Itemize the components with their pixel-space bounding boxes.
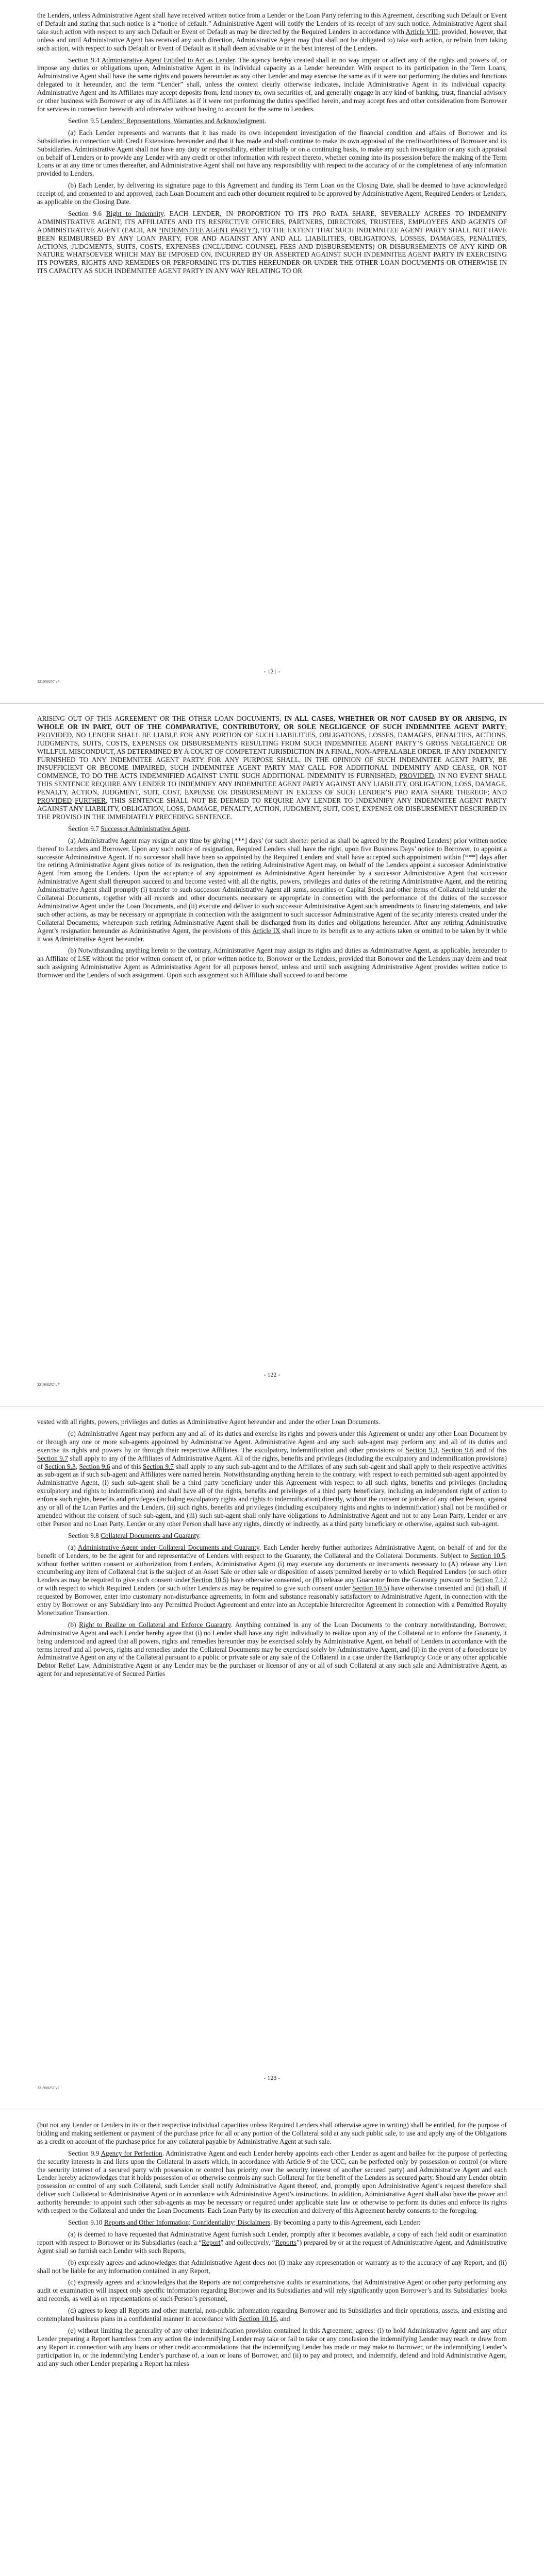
underlined-term: Successor Administrative Agent <box>101 824 189 833</box>
page-body <box>37 1418 507 1678</box>
text-run: ”) prepared by or at the request of Administrative Agent, and Administrative Agent shall so furnish each Lender with such Reports, <box>37 2238 507 2255</box>
underlined-term: Collateral Documents and Guaranty <box>101 1531 199 1539</box>
text-run: Section 9.7 <box>68 824 101 833</box>
text-run: Section 9.9 <box>68 2149 101 2157</box>
page-124 <box>0 2110 544 2576</box>
paragraph <box>37 210 507 275</box>
page-body <box>37 11 507 275</box>
text-run: . The agency hereby created shall in no way impair or affect any of the rights and powers of, or impose any duties or obligations upon, Administrative Agent in its individual capacity as a Lender hereunder. With respect to its participation in the Term Loans, Administrative Agent shall have the same rights and powers hereunder as any other Lender and may exercise the same as if it were not performing the duties and functions delegated to it hereunder, and the term “Lender” shall, unless the context clearly otherwise indicates, include Administrative Agent in its individual capacity. Administrative Agent and its Affiliates may accept deposits from, lend money to, own securities of, and generally engage in any kind of banking, trust, financial advisory or other business with Borrower or any of its Affiliates as if it were not performing the duties specified herein, and may accept fees and other consideration from Borrower for services in connection herewith and otherwise without having to account for the same to Lenders. <box>37 56 507 113</box>
paragraph <box>37 2121 507 2146</box>
text-run: . <box>199 1531 201 1539</box>
paragraph <box>37 11 507 53</box>
paragraph <box>37 715 507 821</box>
underlined-term: Section 10.5 <box>352 1584 387 1592</box>
text-run: (a) Administrative Agent may resign at any time by giving [***] days’ (or such shorter period as shall be agreed by the Required Lenders) prior written notice thereof to Lenders and Borrower. Upon any such notice of resignation, Required Lenders shall have the right, upon five Business Days’ notice to Borrower, to appoint a successor Administrative Agent. If no successor shall have been so appointed by the Required Lenders and shall have accepted such appointment within [***] days after the retiring Administrative Agent gives notice of its resignation, then the retiring Administrative Agent may, on behalf of the Lenders appoint a successor Administrative Agent from among the Lenders. Upon the acceptance of any appointment as Administrative Agent hereunder by a successor Administrative Agent that successor Administrative Agent shall thereupon succeed to and become vested with all the rights, powers, privileges and duties of the retiring Administrative Agent, and the retiring Administrative Agent shall promptly (i) transfer to such successor Administrative Agent all sums, securities or Capital Stock and other items of Collateral held under the Collateral Documents, together with all records and other documents necessary or appropriate in connection with the performance of the duties of the successor Administrative Agent under the Loan Documents, and (ii) execute and deliver to such successor Administrative Agent such amendments to financing statements, and take such other actions, as may be necessary or appropriate in connection with the assignment to such successor Administrative Agent of the security interests created under the Collateral Documents, whereupon such retiring Administrative Agent shall be discharged from its duties and obligations hereunder. After any retiring Administrative Agent’s resignation hereunder as Administrative Agent, the provisions of this <box>37 836 507 935</box>
text-run: . Administrative Agent and each Lender hereby appoints each other Lender as agent and bailee for the purpose of perfecting the security interests in and liens upon the Collateral in assets which, in accordance with Article 9 of the UCC, can be perfected only by possession or control (or where the security interest of a secured party with possession or control has priority over the security interest of another secured party) and Administrative Agent and each Lender hereby acknowledges that it holds possession of or otherwise controls any such Collateral for the benefit of the Lenders as secured party. Should any Lender obtain possession or control of any such Collateral, such Lender shall notify Administrative Agent thereof, and, promptly upon Administrative Agent’s request therefore shall deliver such Collateral to Administrative Agent or in accordance with Administrative Agent’s instructions. In addition, Administrative Agent shall also have the power and authority hereunder to appoint such other sub-agents as may be necessary or required under applicable state law or otherwise to perform its duties and enforce its rights with respect to the Collateral and under the Loan Documents. Each Loan Party by its execution and delivery of this Agreement hereby consents to the foregoing. <box>37 2149 507 2215</box>
paragraph <box>37 117 507 125</box>
paragraph <box>37 1430 507 1528</box>
paragraph <box>37 2259 507 2275</box>
paragraph <box>37 825 507 833</box>
text-run: (b) Each Lender, by delivering its signature page to this Agreement and funding its Term Loan on the Closing Date, shall be deemed to have acknowledged receipt of, and consented to and approved, each Loan Document and each other document required to be approved by Administrative Agent, Required Lenders or Lenders, as applicable on the Closing Date. <box>37 181 507 206</box>
underlined-term: Section 9.7 <box>143 1462 174 1470</box>
paragraph <box>37 1544 507 1617</box>
underlined-term: Section 10.16 <box>239 2315 277 2323</box>
underlined-term: Report <box>202 2238 221 2246</box>
underlined-term: Section 9.6 <box>79 1462 110 1470</box>
text-run: (e) without limiting the generality of any other indemnification provision contained in this Agreement, agrees: (i) to hold Administrative Agent and any other Lender preparing a Report harmless from any action the indemnifying Lender may take or fail to take or any conclusion the indemnifying Lender may reach or draw from any Report in connection with any loans or other credit accommodations that the indemnifying Lender has made or may make to Borrower, or the indemnifying Lender’s participation in, or the indemnifying Lender’s purchase of, a loan or loans of Borrower, and (ii) to pay and protect, and indemnify, defend and hold Administrative Agent, and any such other Lender preparing a Report harmless <box>37 2326 507 2367</box>
page-body <box>37 2121 507 2367</box>
underlined-term: Section 10.5 <box>470 1551 505 1560</box>
paragraph <box>37 1418 507 1426</box>
underlined-term: Section 9.3 <box>405 1446 438 1454</box>
text-run: ; <box>505 722 507 731</box>
paragraph <box>37 2218 507 2227</box>
text-run: . <box>188 824 191 833</box>
underlined-term: Section 7.12 <box>472 1576 507 1584</box>
underlined-term: Article VIII <box>405 27 438 36</box>
page-separator <box>0 703 544 704</box>
text-run: , and <box>276 2315 290 2323</box>
text-run: . By becoming a party to this Agreement, each Lender: <box>270 2218 421 2226</box>
text-run: (a) Each Lender represents and warrants that it has made its own independent investigation of the financial condition and affairs of Borrower and its Subsidiaries in connection with Credit Extensions hereunder and that it has made and shall continue to make its own appraisal of the creditworthiness of Borrower and its Subsidiaries. Administrative Agent shall not have any duty or responsibility, either initially or on a continuing basis, to make any such investigation or any such appraisal on behalf of Lenders or to provide any Lender with any credit or other information with respect thereto, whether coming into its possession before the making of the Term Loans or at any time or times thereafter, and Administrative Agent shall not have any responsibility with respect to the accuracy of or the completeness of any information provided to Lenders. <box>37 128 507 178</box>
paragraph <box>37 56 507 113</box>
text-run: and of this <box>110 1462 143 1470</box>
underlined-term: Section 9.3 <box>44 1462 76 1470</box>
page-body <box>37 715 507 979</box>
text-run: (b) Notwithstanding anything herein to the contrary, Administrative Agent may assign its rights and duties as Administrative Agent, as applicable, hereunder to an Affiliate of LSE without the prior written consent of, or prior written notice to, Borrower or the Lenders; provided that Borrower and the Lenders may deem and treat such assigning Administrative Agent as Administrative Agent for all purposes hereof, unless and until such assigning Administrative Agent provides written notice to Borrower and the Lenders of such assignment. Upon such assignment such Affiliate shall succeed to and become <box>37 946 507 979</box>
paragraph <box>37 2278 507 2303</box>
text-run: . EACH LENDER, IN PROPORTION TO ITS PRO RATA SHARE, SEVERALLY AGREES TO INDEMNIFY ADMINISTRATIVE AGENT, ITS AFFILIATES AND ITS RESPECTIVE OFFICERS, PARTNERS, DIRECTORS, TRUSTEES, EMPLOYEES AND AGENTS OF ADMINISTRATIVE AGENT (EACH, AN <box>37 209 507 234</box>
text-run: , <box>437 1446 442 1454</box>
page-separator <box>0 1406 544 1407</box>
text-run: or with respect to which Required Lenders (or such other Lenders as may be required to give such consent under <box>37 1584 353 1592</box>
paragraph <box>37 2307 507 2323</box>
text-run: ) have otherwise consented and (ii) shall, if requested by Borrower, enter into customary non-disturbance agreements, in form and substance reasonably satisfactory to Administrative Agent, in connection with the entry by Borrower or any Subsidiary into any Permitted Product Agreement and enter into an Acceptable Intercreditor Agreement in connection with a Permitted Royalty Monetization Transaction. <box>37 1584 507 1617</box>
text-run: Section 9.4 <box>68 56 102 64</box>
text-run: Section 9.10 <box>68 2218 104 2226</box>
text-run: vested with all rights, powers, privileges and duties as Administrative Agent hereunder and under the other Loan Documents. <box>37 1418 381 1426</box>
text-run: ) have otherwise consented, or (B) release any Guarantor from the Guaranty pursuant to <box>226 1576 473 1584</box>
text-run: . <box>265 116 267 125</box>
underlined-term: PROVIDED <box>37 731 72 739</box>
text-run: and of this <box>473 1446 507 1454</box>
underlined-term: Agency for Perfection <box>101 2149 162 2157</box>
page-number: - 123 - <box>263 2074 281 2081</box>
text-run: ; provided, however, that unless and until Administrative Agent has received any such direction, Administrative Agent may (but shall not be obligated to) take such action, or refrain from taking such action, with respect to such Default or Event of Default as it shall deem advisable or in the best interest of the Lenders. <box>37 27 507 52</box>
underlined-term: Right to Indemnity <box>106 209 163 217</box>
text-run: (but not any Lender or Lenders in its or their respective individual capacities unless Required Lenders shall otherwise agree in writing) shall be entitled, for the purpose of bidding and making settlement or payment of the purchase price for all or any portion of the Collateral sold at any such public sale, to use and apply any of the Obligations as a credit on account of the purchase price for any collateral payable by Administrative Agent at such sale. <box>37 2121 507 2145</box>
bold-text: IN ALL CASES, WHETHER OR NOT CAUSED BY OR ARISING, IN WHOLE OR IN PART, OUT OF THE COMPARATIVE, CONTRIBUTORY, OR SOLE NEGLIGENCE OF SUCH INDEMNITEE AGENT PARTY <box>37 715 507 731</box>
page-123 <box>0 1406 544 2110</box>
text-run: , without further written consent or authorization from Lenders, Administrative Agent (i) may execute any documents or instruments necessary to (A) release any Lien encumbering any item of Collateral that is the subject of an Asset Sale or other sale or disposition of assets permitted hereby or to which Required Lenders (or such other Lenders as may be required to give such consent under <box>37 1551 507 1584</box>
text-run: (c) Administrative Agent may perform any and all of its duties and exercise its rights and powers under this Agreement or under any other Loan Document by or through any one or more sub-agents appointed by Administrative Agent. Administrative Agent and any such sub-agent may perform any and all of its duties and exercise its rights and powers by or through their respective Affiliates. The exculpatory, indemnification and other provisions of <box>37 1429 507 1454</box>
text-run: Section 9.6 <box>68 209 106 217</box>
text-run: , IN NO EVENT SHALL THIS SENTENCE REQUIRE ANY LENDER TO INDEMNIFY ANY INDEMNITEE AGENT PARTY AGAINST ANY LIABILITY, OBLIGATION, LOSS, DAMAGE, PENALTY, ACTION, JUDGMENT, SUIT, COST, EXPENSE OR DISBURSEMENT IN EXCESS OF SUCH LENDER’S PRO RATA SHARE THEREOF; AND <box>37 772 507 796</box>
text-run: shall apply to any of the Affiliates of Administrative Agent. All of the rights, benefits and privileges (including the exculpatory and indemnification provisions) of <box>37 1454 507 1470</box>
paragraph <box>37 181 507 206</box>
text-run: , THIS SENTENCE SHALL NOT BE DEEMED TO REQUIRE ANY LENDER TO INDEMNIFY ANY INDEMNITEE AGENT PARTY AGAINST ANY LIABILITY, OBLIGATION, LOSS, DAMAGE, PENALTY, ACTION, JUDGMENT, SUIT, COST, EXPENSE OR DISBURSEMENT DESCRIBED IN THE PROVISO IN THE IMMEDIATELY PRECEDING SENTENCE. <box>37 796 507 821</box>
underlined-term: Administrative Agent Entitled to Act as Lender <box>101 56 235 64</box>
text-run: , NO LENDER SHALL BE LIABLE FOR ANY PORTION OF SUCH LIABILITIES, OBLIGATIONS, LOSSES, DAMAGES, PENALTIES, ACTIONS, JUDGMENTS, SUITS, COSTS, EXPENSES OR DISBURSEMENTS RESULTING FROM SUCH INDEMNITEE AGENT PARTY’S GROSS NEGLIGENCE OR WILLFUL MISCONDUCT, AS DETERMINED BY A COURT OF COMPETENT JURISDICTION IN A FINAL, NON-APPEALABLE ORDER. IF ANY INDEMNITY FURNISHED TO ANY INDEMNITEE AGENT PARTY FOR ANY PURPOSE SHALL, IN THE OPINION OF SUCH INDEMNITEE AGENT PARTY, BE INSUFFICIENT OR BECOME IMPAIRED, SUCH INDEMNITEE AGENT PARTY MAY CALL FOR ADDITIONAL INDEMNITY AND CEASE, OR NOT COMMENCE, TO DO THE ACTS INDEMNIFIED AGAINST UNTIL SUCH ADDITIONAL INDEMNITY IS FURNISHED; <box>37 731 507 780</box>
text-run: (a) is deemed to have requested that Administrative Agent furnish such Lender, promptly after it becomes available, a copy of each field audit or examination report with respect to Borrower or its Subsidiaries (each a “ <box>37 2230 507 2246</box>
text-run: shall inure to its benefit as to any actions taken or omitted to be taken by it while it was Administrative Agent hereunder. <box>37 926 507 943</box>
underlined-term: FURTHER <box>75 796 106 805</box>
text-run: . Anything contained in any of the Loan Documents to the contrary notwithstanding, Borrower, Administrative Agent and each Lender hereby agree that (i) no Lender shall have any right individually to realize upon any of the Collateral or to enforce the Guaranty, it being understood and agreed that all powers, rights and remedies hereunder may be exercised solely by Administrative Agent, on behalf of Lenders in accordance with the terms hereof and all powers, rights and remedies under the Collateral Documents may be exercised solely by Administrative Agent, and (ii) in the event of a foreclosure by Administrative Agent on any of the Collateral pursuant to a public or private sale or any sale of the Collateral in a case under the Bankruptcy Code or any other applicable Debtor Relief Law, Administrative Agent or any Lender may be the purchaser or licensor of any or all of such Collateral at any such sale and Administrative Agent, as agent for and representative of Secured Parties <box>37 1620 507 1678</box>
text-run: Section 9.8 <box>68 1531 101 1539</box>
underlined-term: Section 10.5 <box>191 1576 226 1584</box>
underlined-term: Lenders’ Representations, Warranties and Acknowledgment <box>101 116 265 125</box>
text-run: . Each Lender hereby further authorizes Administrative Agent, on behalf of and for the benefit of Lenders, to be the agent for and representative of Lenders with respect to the Guaranty, the Collateral and the Collateral Documents. Subject to <box>37 1543 507 1560</box>
paragraph <box>37 129 507 178</box>
underlined-term: “INDEMNITEE AGENT PARTY” <box>158 226 255 234</box>
paragraph <box>37 1621 507 1678</box>
paragraph <box>37 2327 507 2368</box>
document-id: 321988257 v7 <box>37 679 60 684</box>
text-run: (c) expressly agrees and acknowledges that the Reports are not comprehensive audits or examinations, that Administrative Agent or other party performing any audit or examination will inspect only specific information regarding Borrower and its Subsidiaries and will rely significantly upon Borrower’s and its Subsidiaries’ books and records, as well as on representations of such Person’s personnel, <box>37 2278 507 2303</box>
underlined-term: Reports <box>275 2238 296 2246</box>
text-run: ), TO THE EXTENT THAT SUCH INDEMNITEE AGENT PARTY SHALL NOT HAVE BEEN REIMBURSED BY ANY LOAN PARTY, FOR AND AGAINST ANY AND ALL LIABILITIES, OBLIGATIONS, LOSSES, DAMAGES, PENALTIES, ACTIONS, JUDGMENTS, SUITS, COSTS, EXPENSES (INCLUDING COUNSEL FEES AND DISBURSEMENTS) OR DISBURSEMENTS OF ANY KIND OR NATURE WHATSOEVER WHICH MAY BE IMPOSED ON, INCURRED BY OR ASSERTED AGAINST SUCH INDEMNITEE AGENT PARTY IN EXERCISING ITS POWERS, RIGHTS AND REMEDIES OR PERFORMING ITS DUTIES HEREUNDER OR UNDER THE OTHER LOAN DOCUMENTS OR OTHERWISE IN ITS CAPACITY AS SUCH INDEMNITEE AGENT PARTY IN ANY WAY RELATING TO OR <box>37 226 507 275</box>
underlined-term: PROVIDED <box>37 796 72 805</box>
paragraph <box>37 946 507 979</box>
text-run: (b) <box>68 1620 79 1629</box>
underlined-term: Right to Realize on Collateral and Enforce Guaranty <box>79 1620 231 1629</box>
underlined-term: PROVIDED <box>399 772 434 780</box>
text-run: (d) agrees to keep all Reports and other material, non-public information regarding Borrower and its Subsidiaries and their operations, assets, and existing and contemplated business plans in a confidential manner in accordance with <box>37 2307 507 2323</box>
text-run: the Lenders, unless Administrative Agent shall have received written notice from a Lender or the Loan Party referring to this Agreement, describing such Default or Event of Default and stating that such notice is a “notice of default.” Administrative Agent will notify the Lenders of its receipt of any such notice. Administrative Agent shall take such action with respect to any such Default or Event of Default as may be directed by the Required Lenders in accordance with <box>37 11 507 36</box>
paragraph <box>37 2230 507 2255</box>
page-number: - 122 - <box>263 1371 281 1378</box>
document-id: 321988257 v7 <box>37 1382 60 1387</box>
underlined-term: Administrative Agent under Collateral Documents and Guaranty <box>77 1543 259 1551</box>
paragraph <box>37 2149 507 2215</box>
text-run: Section 9.5 <box>68 116 101 125</box>
document-id: 321988257 v7 <box>37 2086 60 2090</box>
text-run: ARISING OUT OF THIS AGREEMENT OR THE OTHER LOAN DOCUMENTS, <box>37 715 285 722</box>
text-run: ” and collectively, “ <box>220 2238 275 2246</box>
underlined-term: Article IX <box>252 926 281 935</box>
text-run: (a) <box>68 1543 78 1551</box>
text-run: shall apply to any such sub-agent and to the Affiliates of any such sub-agent and shall apply to their respective activities as sub-agent as if such sub-agent and Affiliates were named herein. Notwithstanding anything herein to the contrary, with respect to each permitted sub-agent appointed by Administrative Agent, (i) such sub-agent shall be a third party beneficiary under this Agreement with respect to all such rights, benefits and privileges (including exculpatory and rights to indemnification) and shall have all of the rights, benefits and privileges of a third party beneficiary, including an independent right of action to enforce such rights, benefits and privileges (including exculpatory rights and rights to indemnification) directly, without the consent or joinder of any other Person, against any or all of the Loan Parties and the Lenders, (ii) such rights, benefits and privileges (including exculpatory rights and rights to indemnification) shall not be modified or amended without the consent of such sub-agent, and (iii) such sub-agent shall only have obligations to Administrative Agent and not to any Loan Party, Lender or any other Person and no Loan Party, Lender or any other Person shall have any rights, directly or indirectly, as a third party beneficiary or otherwise, against such sub-agent. <box>37 1462 507 1528</box>
paragraph <box>37 1532 507 1540</box>
text-run: (b) expressly agrees and acknowledges that Administrative Agent does not (i) make any representation or warranty as to the accuracy of any Report, and (ii) shall not be liable for any information contained in any Report, <box>37 2258 507 2275</box>
underlined-term: Reports and Other Information; Confidentiality; Disclaimers <box>104 2218 271 2226</box>
page-122 <box>0 703 544 1406</box>
underlined-term: Section 9.6 <box>441 1446 474 1454</box>
text-run: , <box>75 1462 79 1470</box>
underlined-term: Section 9.7 <box>37 1454 68 1462</box>
page-121 <box>0 0 544 703</box>
paragraph <box>37 837 507 943</box>
page-number: - 121 - <box>263 668 281 675</box>
